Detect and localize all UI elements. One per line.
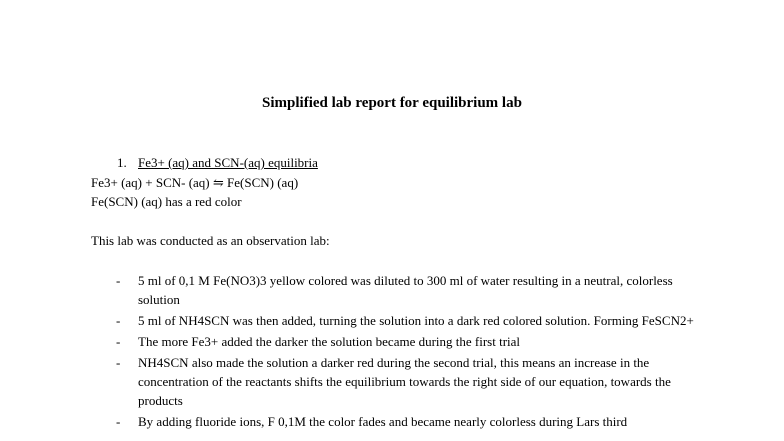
list-item-text: 5 ml of 0,1 M Fe(NO3)3 yellow colored was diluted to 300 ml of water resulting in a neutral, colorless solution (138, 273, 673, 307)
bullet-dash: - (116, 355, 121, 370)
bullet-dash: - (116, 313, 121, 328)
intro-text: This lab was conducted as an observation lab: (91, 233, 330, 248)
color-note: Fe(SCN) (aq) has a red color (91, 194, 242, 209)
bullet-dash: - (116, 273, 121, 288)
observation-list (0, 271, 784, 433)
list-item (0, 271, 698, 309)
list-item (0, 412, 698, 431)
document-title: Simplified lab report for equilibrium lab (262, 95, 522, 111)
list-item (0, 311, 698, 330)
list-item-text: NH4SCN also made the solution a darker red during the second trial, this means an increase in the concentration of the reactants shifts the equilibrium towards the right side of our equation, towards the products (138, 355, 671, 408)
section-heading-text: Fe3+ (aq) and SCN-(aq) equilibria (138, 155, 318, 170)
section-heading (117, 155, 318, 171)
bullet-dash: - (116, 414, 121, 429)
section-number: 1. (117, 155, 127, 170)
bullet-dash: - (116, 334, 121, 349)
list-item-text: By adding fluoride ions, F 0,1M the color fades and became nearly colorless during Lars third (138, 414, 628, 429)
list-item-text: 5 ml of NH4SCN was then added, turning the solution into a dark red colored solution. Forming FeSCN2+ (138, 313, 694, 328)
equilibrium-equation: Fe3+ (aq) + SCN- (aq) ⇋ Fe(SCN) (aq) (91, 175, 299, 190)
list-item-text: The more Fe3+ added the darker the solution became during the first trial (138, 334, 521, 349)
list-item (0, 353, 698, 410)
list-item (0, 332, 698, 351)
